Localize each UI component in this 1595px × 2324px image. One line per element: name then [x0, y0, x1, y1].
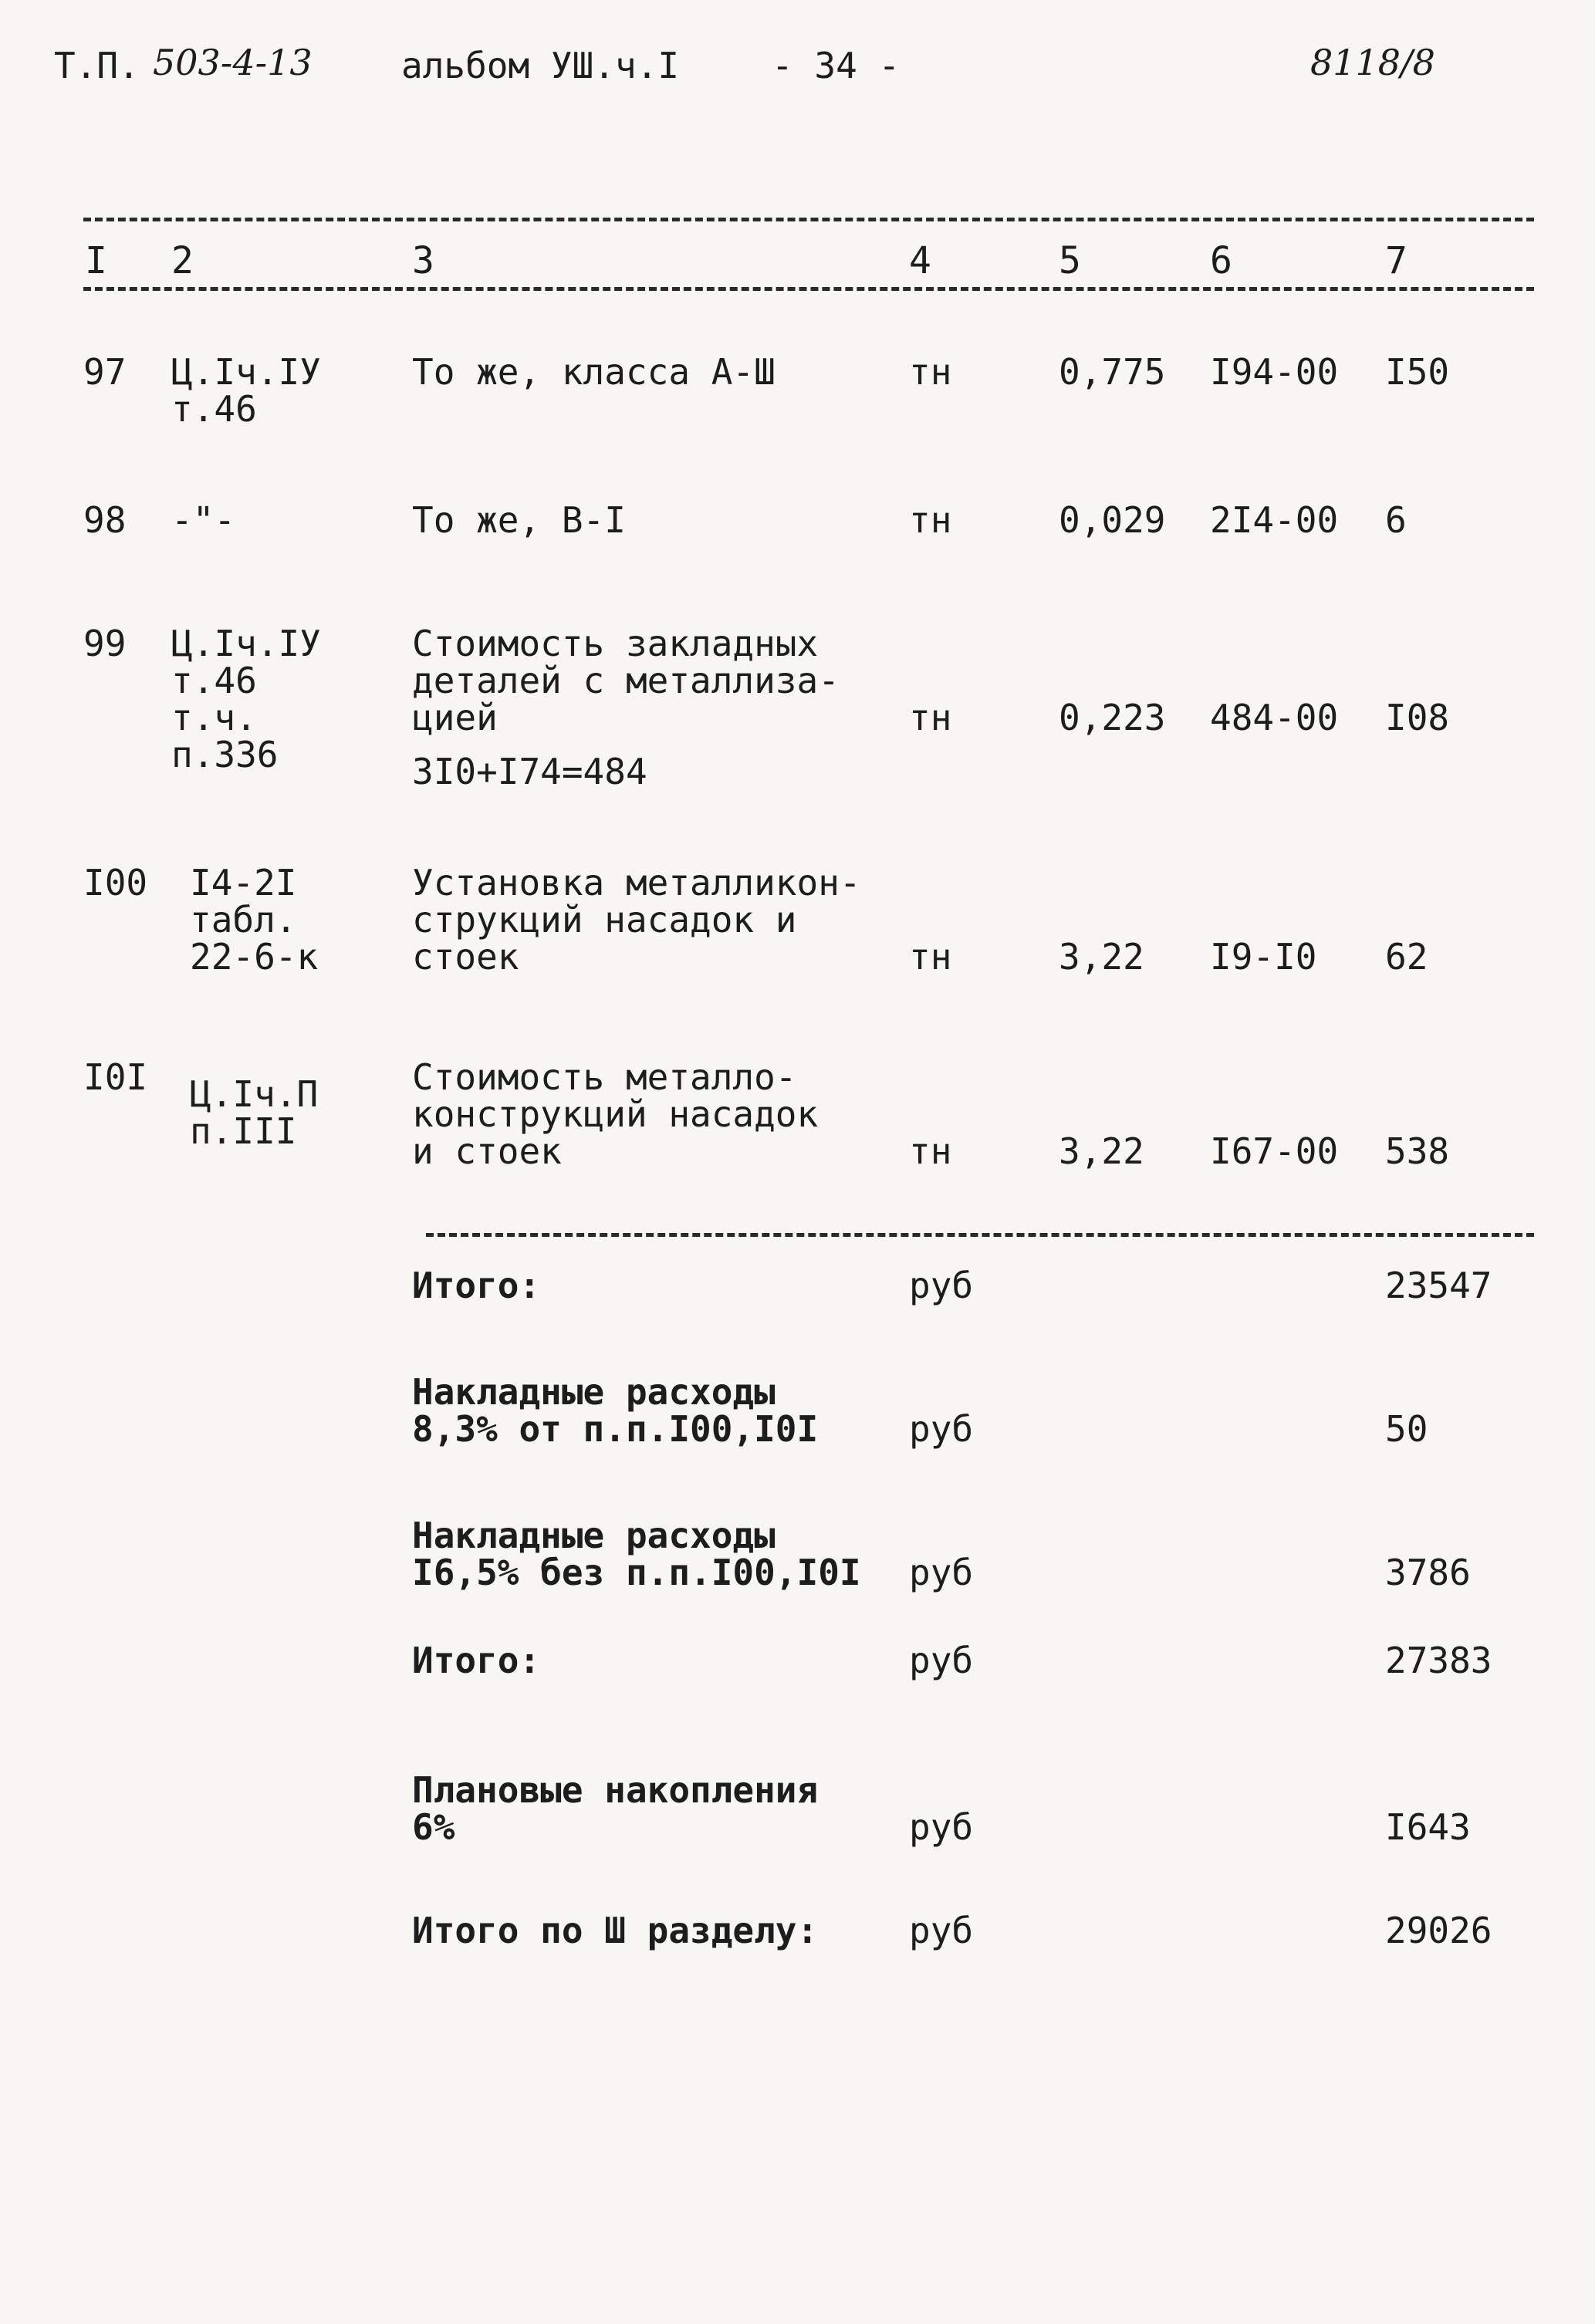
row-quantity: 3,22	[1059, 1130, 1144, 1172]
row-quantity: 0,775	[1059, 351, 1166, 393]
summary-total: 3786	[1385, 1552, 1471, 1593]
column-header-3: 3	[412, 239, 434, 282]
row-reference: -"-	[171, 499, 236, 541]
row-price: I94-00	[1210, 351, 1339, 393]
row-quantity: 3,22	[1059, 936, 1144, 978]
summary-unit: руб	[909, 1806, 974, 1848]
row-price: I9-I0	[1210, 936, 1317, 978]
column-header-1: I	[85, 239, 107, 282]
summary-total: 50	[1385, 1408, 1428, 1450]
row-number: I0I	[83, 1056, 148, 1098]
summary-label: Итого по Ш разделу:	[412, 1910, 819, 1951]
row-number: 98	[83, 499, 127, 541]
summary-label: Накладные расходы 8,3% от п.п.I00,I0I	[412, 1371, 819, 1450]
summary-label: Итого:	[412, 1265, 541, 1306]
row-total: I08	[1385, 697, 1450, 738]
row-description: То же, В-I	[412, 499, 626, 541]
row-description: Стоимость закладных деталей с металлиза- цией 3I0+I74=484	[412, 623, 840, 792]
summary-total: 23547	[1385, 1265, 1492, 1306]
header-bottom-rule	[83, 287, 1534, 291]
page-number: - 34 -	[772, 45, 901, 86]
summary-unit: руб	[909, 1408, 974, 1450]
row-unit: тн	[909, 936, 952, 978]
summary-label: Плановые накопления 6%	[412, 1769, 819, 1848]
sheet-number: 8118/8	[1310, 42, 1435, 83]
row-total: 6	[1385, 499, 1407, 541]
summary-total: 27383	[1385, 1640, 1492, 1681]
row-number: 99	[83, 623, 127, 664]
row-note: 3I0+I74=484	[412, 751, 647, 792]
row-total: 538	[1385, 1130, 1450, 1172]
project-number: 503-4-13	[153, 42, 313, 83]
row-total: I50	[1385, 351, 1450, 393]
summary-unit: руб	[909, 1265, 974, 1306]
summary-total: I643	[1385, 1806, 1471, 1848]
doc-prefix: Т.П.	[54, 45, 140, 86]
row-price: I67-00	[1210, 1130, 1339, 1172]
row-description: Стоимость металло- конструкций насадок и стоек	[412, 1056, 819, 1172]
row-price: 484-00	[1210, 697, 1339, 738]
column-header-2: 2	[171, 239, 194, 282]
row-number: 97	[83, 351, 127, 393]
row-unit: тн	[909, 1130, 952, 1172]
column-header-6: 6	[1210, 239, 1232, 282]
row-reference: I4-2I табл. 22-6-к	[190, 862, 319, 978]
summary-unit: руб	[909, 1552, 974, 1593]
album-label: альбом УШ.ч.I	[401, 45, 680, 86]
row-total: 62	[1385, 936, 1428, 978]
summary-unit: руб	[909, 1640, 974, 1681]
summary-label: Итого:	[412, 1640, 541, 1681]
summary-unit: руб	[909, 1910, 974, 1951]
row-quantity: 0,029	[1059, 499, 1166, 541]
row-unit: тн	[909, 351, 952, 393]
table-top-rule	[83, 218, 1534, 221]
row-reference: Ц.Iч.IУ т.46	[171, 351, 321, 430]
column-header-7: 7	[1385, 239, 1407, 282]
summary-label: Накладные расходы I6,5% без п.п.I00,I0I	[412, 1515, 861, 1593]
row-unit: тн	[909, 697, 952, 738]
column-header-4: 4	[909, 239, 931, 282]
row-number: I00	[83, 862, 148, 904]
summary-rule	[426, 1233, 1534, 1237]
row-quantity: 0,223	[1059, 697, 1166, 738]
row-price: 2I4-00	[1210, 499, 1339, 541]
row-unit: тн	[909, 499, 952, 541]
summary-total: 29026	[1385, 1910, 1492, 1951]
row-reference: Ц.Iч.IУ т.46 т.ч. п.336	[171, 623, 321, 775]
row-reference: Ц.Iч.П п.III	[190, 1073, 319, 1152]
row-description: Установка металликон- струкций насадок и стоек	[412, 862, 861, 978]
row-description: То же, класса А-Ш	[412, 351, 776, 393]
column-header-5: 5	[1059, 239, 1081, 282]
